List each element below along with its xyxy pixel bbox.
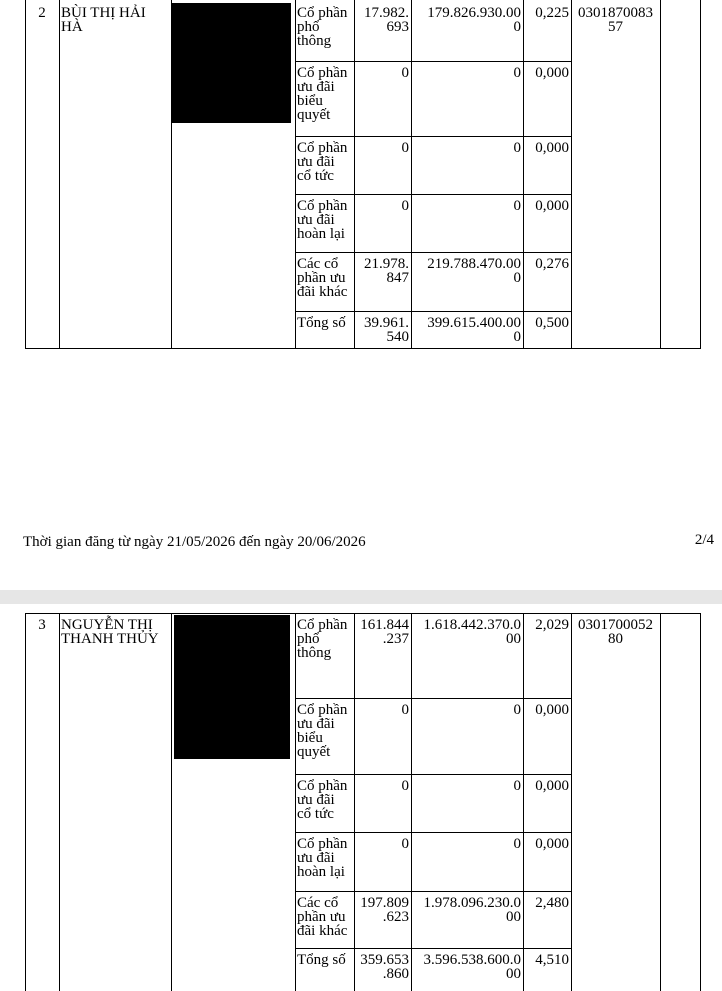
table-border — [700, 0, 701, 348]
stt-cell: 2 — [38, 5, 46, 21]
table-border — [295, 698, 572, 699]
share-type: cổ tức — [297, 168, 334, 184]
registration-code: 0301870083 — [578, 5, 653, 21]
redacted-block — [174, 615, 290, 759]
share-quantity: .623 — [382, 909, 409, 925]
ownership-ratio: 0,000 — [535, 778, 569, 794]
share-quantity: .237 — [382, 631, 409, 647]
table-border — [411, 613, 412, 991]
ownership-ratio: 2,029 — [535, 617, 569, 633]
posting-period: Thời gian đăng từ ngày 21/05/2026 đến ngày 20/06/2026 — [23, 534, 366, 550]
share-value: 0 — [513, 270, 521, 286]
table-border — [295, 136, 572, 137]
table-border — [571, 0, 572, 348]
table-border — [660, 0, 661, 348]
share-type: đãi khác — [297, 923, 348, 939]
table-border — [25, 0, 26, 348]
share-type: biểu — [297, 730, 323, 746]
share-type: đãi khác — [297, 284, 348, 300]
table-border — [295, 61, 572, 62]
share-type: Cổ phần — [297, 140, 348, 156]
share-value: 0 — [513, 836, 521, 852]
share-type: ưu đãi — [297, 850, 335, 866]
share-value: 0 — [513, 198, 521, 214]
share-type: ưu đãi — [297, 716, 335, 732]
share-quantity: 0 — [401, 778, 409, 794]
share-quantity: 359.653 — [360, 952, 409, 968]
table-border — [354, 613, 355, 991]
registration-code: 57 — [608, 19, 623, 35]
ownership-ratio: 4,510 — [535, 952, 569, 968]
table-border — [523, 613, 524, 991]
share-type: Các cổ — [297, 895, 339, 911]
share-type: hoàn lại — [297, 226, 345, 242]
share-type: ưu đãi — [297, 792, 335, 808]
share-value: 1.978.096.230.0 — [423, 895, 521, 911]
share-quantity: 0 — [401, 140, 409, 156]
share-type: thông — [297, 33, 332, 49]
share-value: 0 — [513, 65, 521, 81]
share-type: cổ tức — [297, 806, 334, 822]
share-quantity: 540 — [386, 329, 409, 345]
share-value: 0 — [513, 778, 521, 794]
share-value: 219.788.470.00 — [427, 256, 521, 272]
share-type: hoàn lại — [297, 864, 345, 880]
share-quantity: 21.978. — [364, 256, 409, 272]
share-type: ưu đãi — [297, 154, 335, 170]
table-border — [354, 0, 355, 348]
ownership-ratio: 0,500 — [535, 315, 569, 331]
registration-code: 0301700052 — [578, 617, 653, 633]
share-value: 0 — [513, 19, 521, 35]
ownership-ratio: 0,000 — [535, 140, 569, 156]
document-page-2 — [0, 604, 722, 991]
share-type: phổ — [297, 19, 320, 35]
share-quantity: 197.809 — [360, 895, 409, 911]
share-type: Tổng số — [297, 315, 346, 331]
share-type: Cổ phần — [297, 778, 348, 794]
share-quantity: 847 — [386, 270, 409, 286]
ownership-ratio: 2,480 — [535, 895, 569, 911]
share-type: Các cổ — [297, 256, 339, 272]
share-type: phần ưu — [297, 270, 346, 286]
table-border — [25, 613, 701, 614]
share-value: 0 — [513, 702, 521, 718]
share-type: quyết — [297, 744, 331, 760]
table-border — [295, 948, 572, 949]
share-type: Tổng số — [297, 952, 346, 968]
table-border — [25, 613, 26, 991]
table-border — [295, 774, 572, 775]
shareholder-name: NGUYỄN THỊ — [61, 617, 153, 633]
ownership-ratio: 0,000 — [535, 702, 569, 718]
share-type: Cổ phần — [297, 65, 348, 81]
share-value: 0 — [513, 329, 521, 345]
redacted-block — [172, 3, 291, 123]
share-value: 399.615.400.00 — [427, 315, 521, 331]
share-quantity: .860 — [382, 966, 409, 982]
ownership-ratio: 0,225 — [535, 5, 569, 21]
share-quantity: 0 — [401, 198, 409, 214]
table-border — [295, 613, 296, 991]
share-type: thông — [297, 645, 332, 661]
table-border — [295, 194, 572, 195]
table-border — [700, 613, 701, 991]
share-type: phần ưu — [297, 909, 346, 925]
share-value: 1.618.442.370.0 — [423, 617, 521, 633]
share-type: Cổ phần — [297, 617, 348, 633]
share-value: 3.596.538.600.0 — [423, 952, 521, 968]
share-type: phổ — [297, 631, 320, 647]
table-border — [660, 613, 661, 991]
shareholder-name: THANH THỦY — [61, 631, 159, 647]
share-value: 00 — [506, 966, 521, 982]
table-border — [295, 311, 572, 312]
share-value: 179.826.930.00 — [427, 5, 521, 21]
share-quantity: 39.961. — [364, 315, 409, 331]
share-quantity: 17.982. — [364, 5, 409, 21]
ownership-ratio: 0,000 — [535, 65, 569, 81]
ownership-ratio: 0,276 — [535, 256, 569, 272]
table-border — [295, 0, 296, 348]
ownership-ratio: 0,000 — [535, 836, 569, 852]
table-border — [295, 832, 572, 833]
share-value: 0 — [513, 140, 521, 156]
share-quantity: 0 — [401, 702, 409, 718]
page-number: 2/4 — [694, 532, 714, 548]
share-value: 00 — [506, 631, 521, 647]
share-quantity: 693 — [386, 19, 409, 35]
share-type: ưu đãi — [297, 212, 335, 228]
shareholder-name: BÙI THỊ HẢI — [61, 5, 146, 21]
share-type: Cổ phần — [297, 198, 348, 214]
share-quantity: 161.844 — [360, 617, 409, 633]
share-type: Cổ phần — [297, 5, 348, 21]
table-border — [295, 891, 572, 892]
registration-code: 80 — [608, 631, 623, 647]
table-border — [25, 348, 701, 349]
table-border — [523, 0, 524, 348]
table-border — [295, 252, 572, 253]
ownership-ratio: 0,000 — [535, 198, 569, 214]
share-type: quyết — [297, 107, 331, 123]
share-type: Cổ phần — [297, 836, 348, 852]
stt-cell: 3 — [38, 617, 46, 633]
table-border — [59, 0, 60, 348]
shareholder-name: HÀ — [61, 19, 83, 35]
share-quantity: 0 — [401, 836, 409, 852]
share-quantity: 0 — [401, 65, 409, 81]
table-border — [59, 613, 60, 991]
page-separator — [0, 590, 722, 604]
share-type: biểu — [297, 93, 323, 109]
share-value: 00 — [506, 909, 521, 925]
share-type: ưu đãi — [297, 79, 335, 95]
share-type: Cổ phần — [297, 702, 348, 718]
table-border — [171, 613, 172, 991]
table-border — [571, 613, 572, 991]
table-border — [411, 0, 412, 348]
